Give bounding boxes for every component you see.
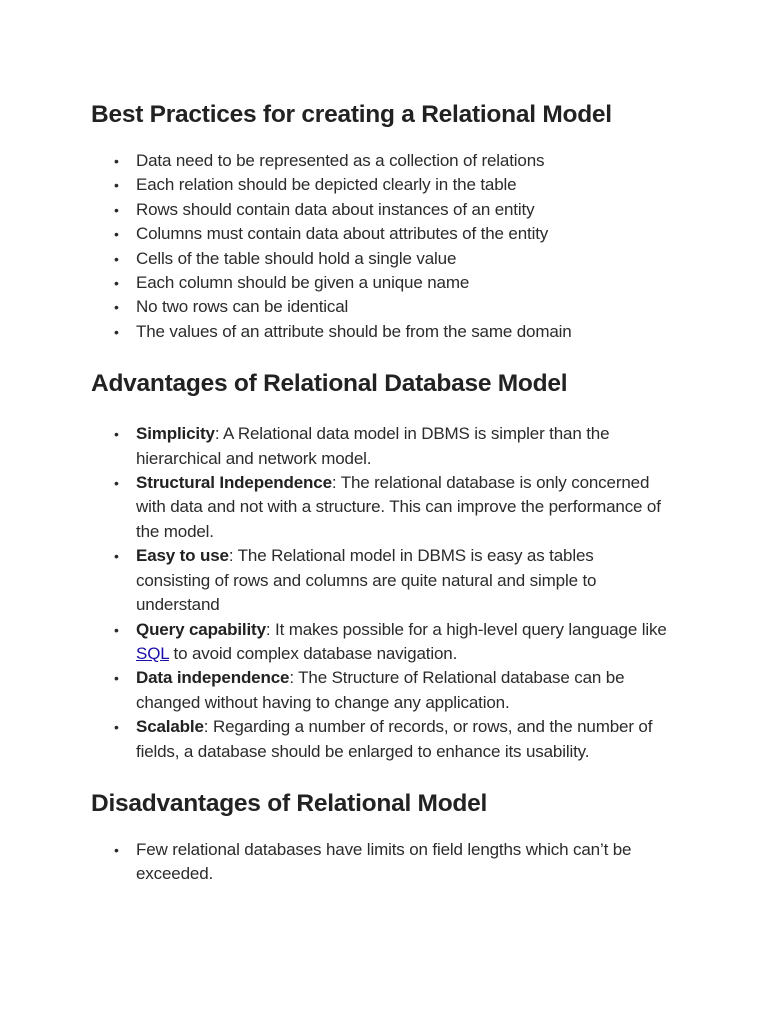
advantage-text: : The Structure of Relational database can be changed without having to change any application.	[136, 668, 625, 712]
section-title-advantages: Advantages of Relational Database Model	[91, 370, 568, 398]
advantage-term: Data independence	[136, 668, 290, 688]
section-title-disadvantages: Disadvantages of Relational Model	[91, 789, 488, 817]
sql-link[interactable]: SQL	[136, 643, 169, 663]
list-item: • Each column should be given a unique name	[136, 271, 672, 295]
disadvantages-list	[91, 838, 672, 887]
advantage-term: Simplicity	[136, 424, 215, 444]
list-item: • Each relation should be depicted clearly in the table	[136, 173, 672, 197]
list-item: • The values of an attribute should be from the same domain	[136, 320, 672, 344]
advantage-structural-independence	[136, 471, 672, 544]
section-title-best-practices: Best Practices for creating a Relational Model	[91, 101, 612, 128]
list-item: • Cells of the table should hold a single value	[136, 247, 672, 271]
list-item: • Few relational databases have limits on field lengths which can’t be exceeded.	[136, 838, 672, 887]
advantage-term: Scalable	[136, 717, 204, 737]
advantage-term: Easy to use	[136, 546, 229, 566]
list-item: • Data need to be represented as a collection of relations	[136, 149, 672, 173]
advantage-text: : Regarding a number of records, or rows, and the number of fields, a database should be enlarged to enhance its usability.	[136, 717, 653, 761]
list-item: • No two rows can be identical	[136, 295, 672, 319]
advantage-term: Structural Independence	[136, 473, 332, 493]
advantage-text: : The relational database is only concerned with data and not with a structure. This can improve the performance of the model.	[136, 473, 661, 541]
advantage-simplicity	[136, 422, 672, 471]
advantages-list	[91, 422, 672, 764]
advantage-query-capability	[136, 618, 672, 667]
advantage-term: Query capability	[136, 619, 266, 639]
advantage-data-independence	[136, 666, 672, 715]
advantage-text: to avoid complex database navigation.	[168, 643, 458, 663]
advantage-text: : It makes possible for a high-level query language like	[265, 619, 667, 639]
advantage-scalable	[136, 715, 672, 764]
advantage-text: : A Relational data model in DBMS is simpler than the hierarchical and network model.	[136, 424, 610, 468]
list-item: • Rows should contain data about instances of an entity	[136, 198, 672, 222]
list-item: • Columns must contain data about attributes of the entity	[136, 222, 672, 246]
best-practices-list	[91, 149, 672, 344]
advantage-easy-to-use	[136, 544, 672, 617]
advantage-text: : The Relational model in DBMS is easy as tables consisting of rows and columns are quite natural and simple to understand	[136, 546, 597, 615]
